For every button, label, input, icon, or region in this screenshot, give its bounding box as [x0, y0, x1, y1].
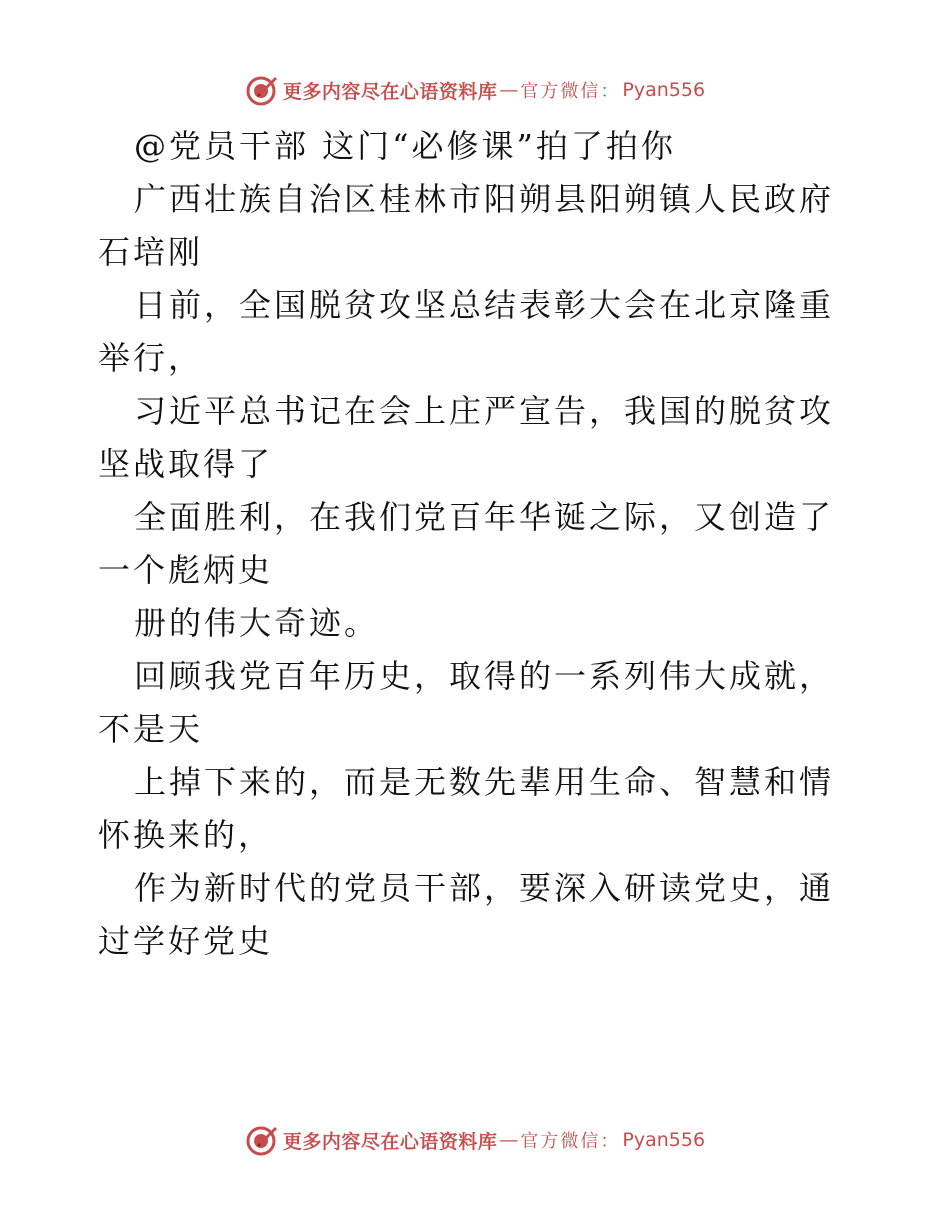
paragraph: 册的伟大奇迹。	[134, 604, 380, 642]
paragraph: 日前，全国脱贫攻坚总结表彰大会在北京隆重举行，	[98, 286, 835, 377]
footer-brand-text: 更多内容尽在心语资料库	[282, 1130, 498, 1153]
header-brand-text: 更多内容尽在心语资料库	[282, 80, 498, 103]
paragraph: 作为新时代的党员干部，要深入研读党史，通过学好党史	[98, 869, 835, 960]
pen-logo-icon	[245, 1123, 279, 1157]
header-dash: —	[499, 79, 519, 101]
paragraph: 回顾我党百年历史，取得的一系列伟大成就，不是天	[98, 657, 835, 748]
paragraph: 习近平总书记在会上庄严宣告，我国的脱贫攻坚战取得了	[98, 392, 835, 483]
author-line: 广西壮族自治区桂林市阳朔县阳朔镇人民政府 石培刚	[98, 180, 835, 271]
document-title: @党员干部 这门“必修课”拍了拍你	[134, 127, 676, 165]
paragraph: 上掉下来的，而是无数先辈用生命、智慧和情怀换来的，	[98, 763, 835, 854]
footer-official-label: 官方微信：	[520, 1131, 621, 1152]
paragraph: 全面胜利，在我们党百年华诞之际，又创造了一个彪炳史	[98, 498, 835, 589]
document-body	[98, 120, 868, 968]
pen-logo-icon	[245, 73, 279, 107]
header-official-label: 官方微信：	[520, 81, 621, 102]
header-wechat-id: Pyan556	[622, 79, 706, 101]
footer-watermark-banner	[0, 1120, 950, 1160]
header-watermark-banner	[0, 70, 950, 110]
footer-dash: —	[499, 1129, 519, 1151]
footer-wechat-id: Pyan556	[622, 1129, 706, 1151]
